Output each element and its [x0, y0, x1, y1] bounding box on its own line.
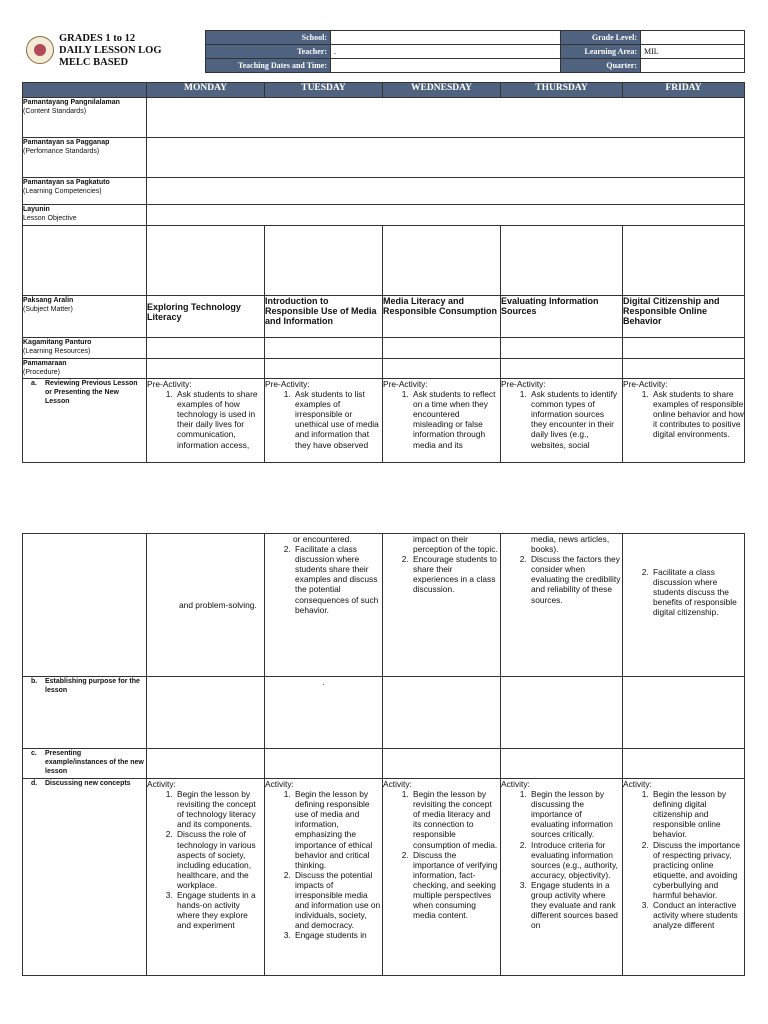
purpose-tuesday[interactable]: . [265, 677, 383, 749]
activity-label: Activity: [265, 779, 294, 789]
list-item: 2. Encourage students to share their experiences in a class discussion. [411, 554, 500, 594]
list-item: 2. Discuss the importance of verifying information, fact-checking, and seeking multiple perspectives when consuming media content. [411, 850, 500, 921]
objective-row [23, 205, 745, 226]
grade-level-field[interactable] [641, 31, 745, 45]
row-label-text: Establishing purpose for the lesson [45, 678, 140, 694]
quarter-label: Quarter: [561, 59, 641, 73]
list-item: 2. Discuss the factors they consider when evaluating the credibility and reliability of these sources. [529, 554, 622, 604]
day-thursday: THURSDAY [501, 83, 623, 98]
day-tuesday: TUESDAY [265, 83, 383, 98]
reviewing-continued-friday[interactable] [623, 534, 745, 677]
purpose-monday[interactable] [147, 677, 265, 749]
blank-friday[interactable] [623, 226, 745, 296]
presenting-tuesday[interactable] [265, 749, 383, 779]
list-item: 3. Engage students in a hands-on activity where they explore and experiment [175, 890, 264, 930]
row-label-sub: (Subject Matter) [23, 306, 73, 313]
reviewing-continued-wednesday[interactable] [383, 534, 501, 677]
procedure-wednesday[interactable] [383, 359, 501, 379]
list-item: 3. Engage students in a group activity where they evaluate and rank different sources based on [529, 880, 622, 930]
list-item: 1. Ask students to list examples of irresponsible or unethical use of media and information that they have observed [293, 389, 382, 450]
title-line-3: MELC BASED [59, 57, 129, 68]
activity-label: Activity: [501, 779, 530, 789]
procedure-thursday[interactable] [501, 359, 623, 379]
list-item: 2. Discuss the role of technology in various aspects of society, including education, healthcare, and the workplace. [175, 829, 264, 890]
row-label-sub: (Procedure) [23, 369, 60, 376]
presenting-wednesday[interactable] [383, 749, 501, 779]
pre-activity-label: Pre-Activity: [623, 379, 668, 389]
list-item: 2. Facilitate a class discussion where students share their examples and discuss the potential consequences of such behavior. [293, 544, 382, 615]
performance-standards-field[interactable] [147, 138, 745, 178]
list-item: 1. Begin the lesson by revisiting the concept of media literacy and its connection to responsible consumption of media. [411, 789, 500, 850]
resources-tuesday[interactable] [265, 338, 383, 359]
procedure-label [23, 359, 147, 379]
resources-monday[interactable] [147, 338, 265, 359]
activity-label: Activity: [147, 779, 176, 789]
reviewing-monday[interactable] [147, 379, 265, 463]
teacher-field[interactable]: . [331, 45, 561, 59]
procedure-row [23, 359, 745, 379]
topic-friday: Digital Citizenship and Responsible Online Behavior [623, 296, 745, 338]
form-header [22, 30, 744, 72]
resources-thursday[interactable] [501, 338, 623, 359]
list-item: 2. Facilitate a class discussion where students discuss the benefits of responsible digital citizenship. [651, 567, 744, 617]
school-label: School: [206, 31, 331, 45]
row-label-title: Pamantayang Pangnilalaman [23, 99, 120, 106]
row-label-sub: (Perfomance Standards) [23, 148, 100, 155]
purpose-label [23, 677, 147, 749]
header-info-table [205, 30, 745, 73]
reviewing-continued-row [23, 534, 745, 677]
pre-activity-label: Pre-Activity: [147, 379, 192, 389]
pre-activity-label: Pre-Activity: [265, 379, 310, 389]
presenting-friday[interactable] [623, 749, 745, 779]
continued-text: media, news articles, books). [531, 534, 610, 555]
pre-activity-label: Pre-Activity: [383, 379, 428, 389]
learning-area-label: Learning Area: [561, 45, 641, 59]
subject-matter-label [23, 296, 147, 338]
learning-competencies-row [23, 178, 745, 205]
row-label-text: Presenting example/instances of the new lesson [45, 750, 144, 775]
blank-wednesday[interactable] [383, 226, 501, 296]
row-letter: a. [31, 380, 37, 387]
discussing-row [23, 779, 745, 976]
row-label-sub: (Learning Resources) [23, 348, 91, 355]
row-label-title: Layunin [23, 206, 50, 213]
lesson-log-table-page-1 [22, 82, 745, 463]
blank-monday[interactable] [147, 226, 265, 296]
reviewing-wednesday[interactable] [383, 379, 501, 463]
row-letter: b. [31, 678, 38, 685]
resources-label [23, 338, 147, 359]
row-label-text: Reviewing Previous Lesson or Presenting the New Lesson [45, 380, 138, 405]
form-title [59, 33, 162, 69]
title-line-2: DAILY LESSON LOG [59, 45, 162, 56]
corner-cell [23, 83, 147, 98]
row-label-title: Kagamitang Panturo [23, 339, 92, 346]
list-item: 2. Introduce criteria for evaluating information sources (e.g., authority, accuracy, objectivity). [529, 840, 622, 880]
list-item: 1. Ask students to identify common types of information sources they encounter in their daily lives (e.g., websites, social [529, 389, 622, 450]
discussing-monday[interactable] [147, 779, 265, 976]
presenting-thursday[interactable] [501, 749, 623, 779]
presenting-row [23, 749, 745, 779]
list-item: 1. Begin the lesson by defining digital citizenship and responsible online behavior. [651, 789, 744, 839]
objective-field[interactable] [147, 205, 745, 226]
topic-monday: Exploring Technology Literacy [147, 296, 265, 338]
row-letter: c. [31, 750, 37, 757]
reviewing-continued-label [23, 534, 147, 677]
title-line-1: GRADES 1 to 12 [59, 33, 136, 44]
topic-tuesday: Introduction to Responsible Use of Media and Information [265, 296, 383, 338]
list-item: 1. Ask students to reflect on a time when they encountered misleading or false information through media and its [411, 389, 500, 450]
reviewing-friday[interactable] [623, 379, 745, 463]
resources-row [23, 338, 745, 359]
grade-level-label: Grade Level: [561, 31, 641, 45]
quarter-field[interactable] [641, 59, 745, 73]
row-label-title: Paksang Aralin [23, 297, 74, 304]
teaching-dates-label: Teaching Dates and Time: [206, 59, 331, 73]
blank-label [23, 226, 147, 296]
reviewing-continued-tuesday[interactable] [265, 534, 383, 677]
teaching-dates-field[interactable] [331, 59, 561, 73]
activity-label: Activity: [623, 779, 652, 789]
resources-friday[interactable] [623, 338, 745, 359]
blank-row [23, 226, 745, 296]
day-monday: MONDAY [147, 83, 265, 98]
presenting-monday[interactable] [147, 749, 265, 779]
list-item: 3. Conduct an interactive activity where students analyze different [651, 900, 744, 930]
subject-matter-row [23, 296, 745, 338]
row-label-title: Pamamaraan [23, 360, 67, 367]
continued-text: or encountered. [293, 534, 352, 544]
list-item: 1. Ask students to share examples of responsible online behavior and how it contributes to positive digital environments. [651, 389, 744, 439]
learning-area-field[interactable]: MIL [641, 45, 745, 59]
reviewing-continued-thursday[interactable] [501, 534, 623, 677]
blank-tuesday[interactable] [265, 226, 383, 296]
blank-thursday[interactable] [501, 226, 623, 296]
purpose-row [23, 677, 745, 749]
reviewing-row [23, 379, 745, 463]
objective-label [23, 205, 147, 226]
school-field[interactable] [331, 31, 561, 45]
purpose-thursday[interactable] [501, 677, 623, 749]
content-standards-row [23, 98, 745, 138]
list-item: 1. Begin the lesson by defining responsible use of media and information, emphasizing the importance of ethical behavior and critical thinking. [293, 789, 382, 870]
discussing-thursday[interactable] [501, 779, 623, 976]
row-label-text: Discussing new concepts [45, 780, 131, 787]
list-item: 1. Begin the lesson by revisiting the concept of technology literacy and its components. [175, 789, 264, 829]
presenting-label [23, 749, 147, 779]
row-label-sub: Lesson Objective [23, 215, 77, 222]
day-wednesday: WEDNESDAY [383, 83, 501, 98]
row-label-title: Pamantayan sa Pagkatuto [23, 179, 110, 186]
reviewing-thursday[interactable] [501, 379, 623, 463]
discussing-tuesday[interactable] [265, 779, 383, 976]
row-label-sub: (Learning Competencies) [23, 188, 102, 195]
topic-thursday: Evaluating Information Sources [501, 296, 623, 338]
procedure-monday[interactable] [147, 359, 265, 379]
learning-competencies-label [23, 178, 147, 205]
day-header-row [23, 83, 745, 98]
list-item: 1. Begin the lesson by discussing the importance of evaluating information sources critically. [529, 789, 622, 839]
resources-wednesday[interactable] [383, 338, 501, 359]
content-standards-label [23, 98, 147, 138]
day-friday: FRIDAY [623, 83, 745, 98]
pre-activity-label: Pre-Activity: [501, 379, 546, 389]
discussing-friday[interactable] [623, 779, 745, 976]
reviewing-tuesday[interactable] [265, 379, 383, 463]
activity-label: Activity: [383, 779, 412, 789]
list-item: 2. Discuss the potential impacts of irresponsible media and information use on individuals, society, and democracy. [293, 870, 382, 931]
topic-wednesday: Media Literacy and Responsible Consumption [383, 296, 501, 338]
content-standards-field[interactable] [147, 98, 745, 138]
row-label-title: Pamantayan sa Pagganap [23, 139, 110, 146]
purpose-wednesday[interactable] [383, 677, 501, 749]
list-item: 2. Discuss the importance of respecting privacy, practicing online etiquette, and avoiding cyberbullying and harmful behavior. [651, 840, 744, 901]
procedure-friday[interactable] [623, 359, 745, 379]
reviewing-label [23, 379, 147, 463]
discussing-label [23, 779, 147, 976]
lesson-log-table-page-2 [22, 533, 745, 976]
learning-competencies-field[interactable] [147, 178, 745, 205]
reviewing-continued-monday[interactable]: and problem-solving. [147, 534, 265, 677]
performance-standards-label [23, 138, 147, 178]
continued-text: impact on their perception of the topic. [413, 534, 498, 555]
performance-standards-row [23, 138, 745, 178]
procedure-tuesday[interactable] [265, 359, 383, 379]
purpose-friday[interactable] [623, 677, 745, 749]
list-item: 1. Ask students to share examples of how technology is used in their daily lives for communication, information access, [175, 389, 264, 450]
row-letter: d. [31, 780, 38, 787]
row-label-sub: (Content Standards) [23, 108, 87, 115]
list-item: 3. Engage students in [293, 930, 382, 940]
discussing-wednesday[interactable] [383, 779, 501, 976]
teacher-label: Teacher: [206, 45, 331, 59]
deped-seal-logo [26, 36, 54, 64]
